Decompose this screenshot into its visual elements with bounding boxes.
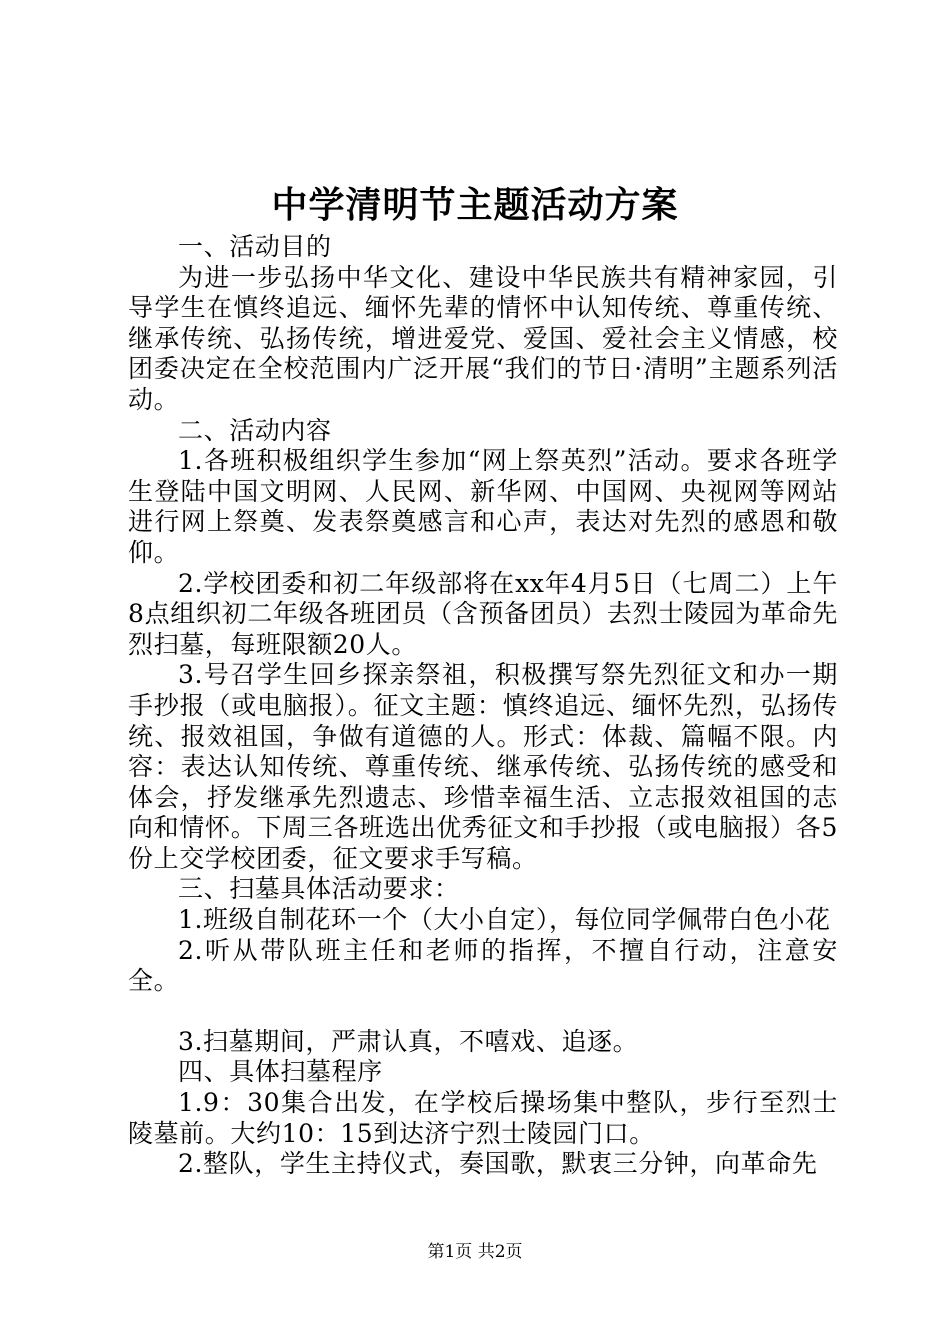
section-heading-procedure: 四、具体扫墓程序 <box>178 1057 383 1087</box>
paragraph-procedure-2: 2.整队，学生主持仪式，奏国歌，默衷三分钟，向革命先 <box>178 1149 818 1179</box>
paragraph-requirement-3: 3.扫墓期间，严肃认真，不嘻戏、追逐。 <box>178 1026 639 1056</box>
paragraph-content-1: 1.各班积极组织学生参加“网上祭英烈”活动。要求各班学生登陆中国文明网、人民网、新华网、中国网、央视网等网站进行网上祭奠、发表祭奠感言和心声，表达对先烈的感恩和敬仰。 <box>128 446 838 567</box>
section-heading-requirements: 三、扫墓具体活动要求： <box>178 874 460 904</box>
section-heading-purpose: 一、活动目的 <box>178 232 332 261</box>
document-title: 中学清明节主题活动方案 <box>271 184 679 226</box>
paragraph-requirement-1: 1.班级自制花环一个（大小自定），每位同学佩带白色小花 <box>178 905 831 935</box>
paragraph-purpose: 为进一步弘扬中华文化、建设中华民族共有精神家园，引导学生在慎终追远、缅怀先辈的情怀中认知传统、尊重传统、继承传统、弘扬传统，增进爱党、爱国、爱社会主义情感，校团委决定在全校范围内广泛开展“我们的节日·清明”主题系列活动。 <box>128 262 838 414</box>
paragraph-requirement-2: 2.听从带队班主任和老师的指挥，不擅自行动，注意安全。 <box>128 935 838 996</box>
paragraph-procedure-1: 1.9：30集合出发，在学校后操场集中整队，步行至烈士陵墓前。大约10：15到达济宁烈士陵园门口。 <box>128 1088 838 1148</box>
paragraph-content-3: 3.号召学生回乡探亲祭祖，积极撰写祭先烈征文和办一期手抄报（或电脑报）。征文主题：慎终追远、缅怀先烈，弘扬传统、报效祖国，争做有道德的人。形式：体裁、篇幅不限。内容：表达认知传统、尊重传统、继承传统、弘扬传统的感受和体会，抒发继承先烈遗志、珍惜幸福生活、立志报效祖国的志向和情怀。下周三各班选出优秀征文和手抄报（或电脑报）各5份上交学校团委，征文要求手写稿。 <box>128 660 838 873</box>
paragraph-content-2: 2.学校团委和初二年级部将在xx年4月5日（七周二）上午8点组织初二年级各班团员（含预备团员）去烈士陵园为革命先烈扫墓，每班限额20人。 <box>128 568 838 659</box>
section-heading-content: 二、活动内容 <box>178 415 332 445</box>
page-number-footer: 第1页 共2页 <box>427 1242 523 1262</box>
document-body <box>128 232 838 1180</box>
